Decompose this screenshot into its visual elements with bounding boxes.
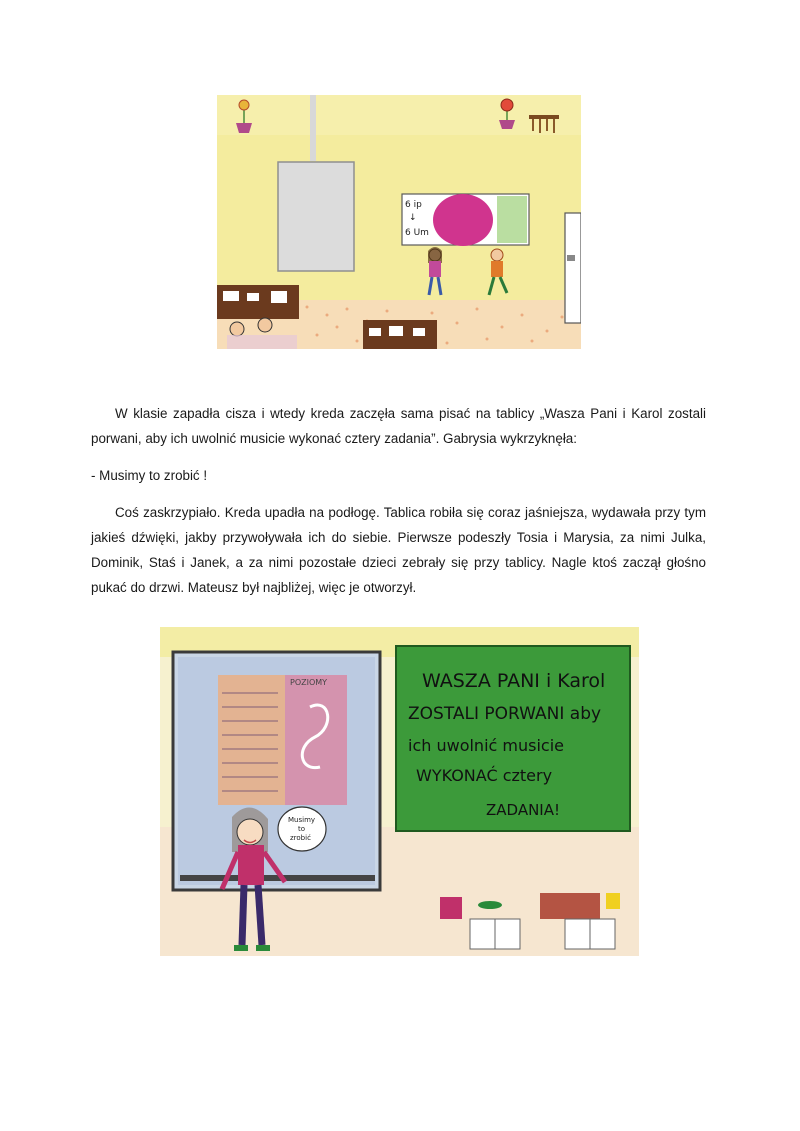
desk-left — [217, 285, 299, 349]
board-text-line-3: 6 Um — [405, 228, 429, 238]
chalkboard-line-4: WYKONAĆ cztery — [416, 766, 553, 785]
board-text-line-2: ↓ — [409, 213, 417, 223]
speech-bubble — [278, 807, 326, 851]
screen-panel-math — [218, 675, 285, 805]
drawing-classroom-bottom — [160, 627, 639, 956]
chalkboard-line-3: ich uwolnić musicie — [408, 736, 564, 755]
girl-shirt — [238, 845, 264, 885]
board-tray — [180, 875, 375, 881]
desk-center — [363, 320, 437, 349]
paragraph-2: - Musimy to zrobić ! — [91, 468, 208, 483]
paragraph-3: Coś zaskrzypiało. Kreda upadła na podłogę. Tablica robiła się coraz jaśniejsza, wydawała przy tym jakieś dźwięki, jakby przywoływała ich do siebie. Pierwsze podeszły Tosia i Marysia, za nimi Julka, Dominik, Staś i Janek, a za nimi pozostałe dzieci zebrały się przy tablicy. Nagle ktoś zaczął głośno pukać do drzwi. Mateusz był najbliżej, więc je otworzył. — [91, 505, 706, 595]
screen-panel-pink — [285, 675, 347, 805]
green-panel — [497, 196, 527, 243]
door — [565, 213, 581, 323]
drawing-classroom-top — [217, 95, 581, 349]
grey-screen — [278, 162, 354, 271]
chalkboard-line-5: ZADANIA! — [486, 801, 561, 819]
speech-line-3: zrobić — [290, 834, 311, 842]
screen-header: POZIOMY — [290, 678, 328, 687]
board-text-line-1: 6 ip — [405, 200, 422, 210]
story-text — [91, 401, 706, 600]
speech-line-2: to — [298, 825, 306, 833]
illustration-classroom-bottom — [160, 627, 639, 956]
speech-line-1: Musimy — [288, 816, 316, 824]
paragraph-1: W klasie zapadła cisza i wtedy kreda zaczęła sama pisać na tablicy „Wasza Pani i Karol zostali porwani, aby ich uwolnić musicie wykonać cztery zadania”. Gabrysia wykrzyknęła: — [91, 406, 706, 446]
chalkboard-line-2: ZOSTALI PORWANI aby — [408, 704, 602, 724]
pink-screen-blob — [433, 194, 493, 246]
illustration-classroom-top — [217, 95, 581, 349]
chalkboard-line-1: WASZA PANI i Karol — [422, 670, 606, 692]
